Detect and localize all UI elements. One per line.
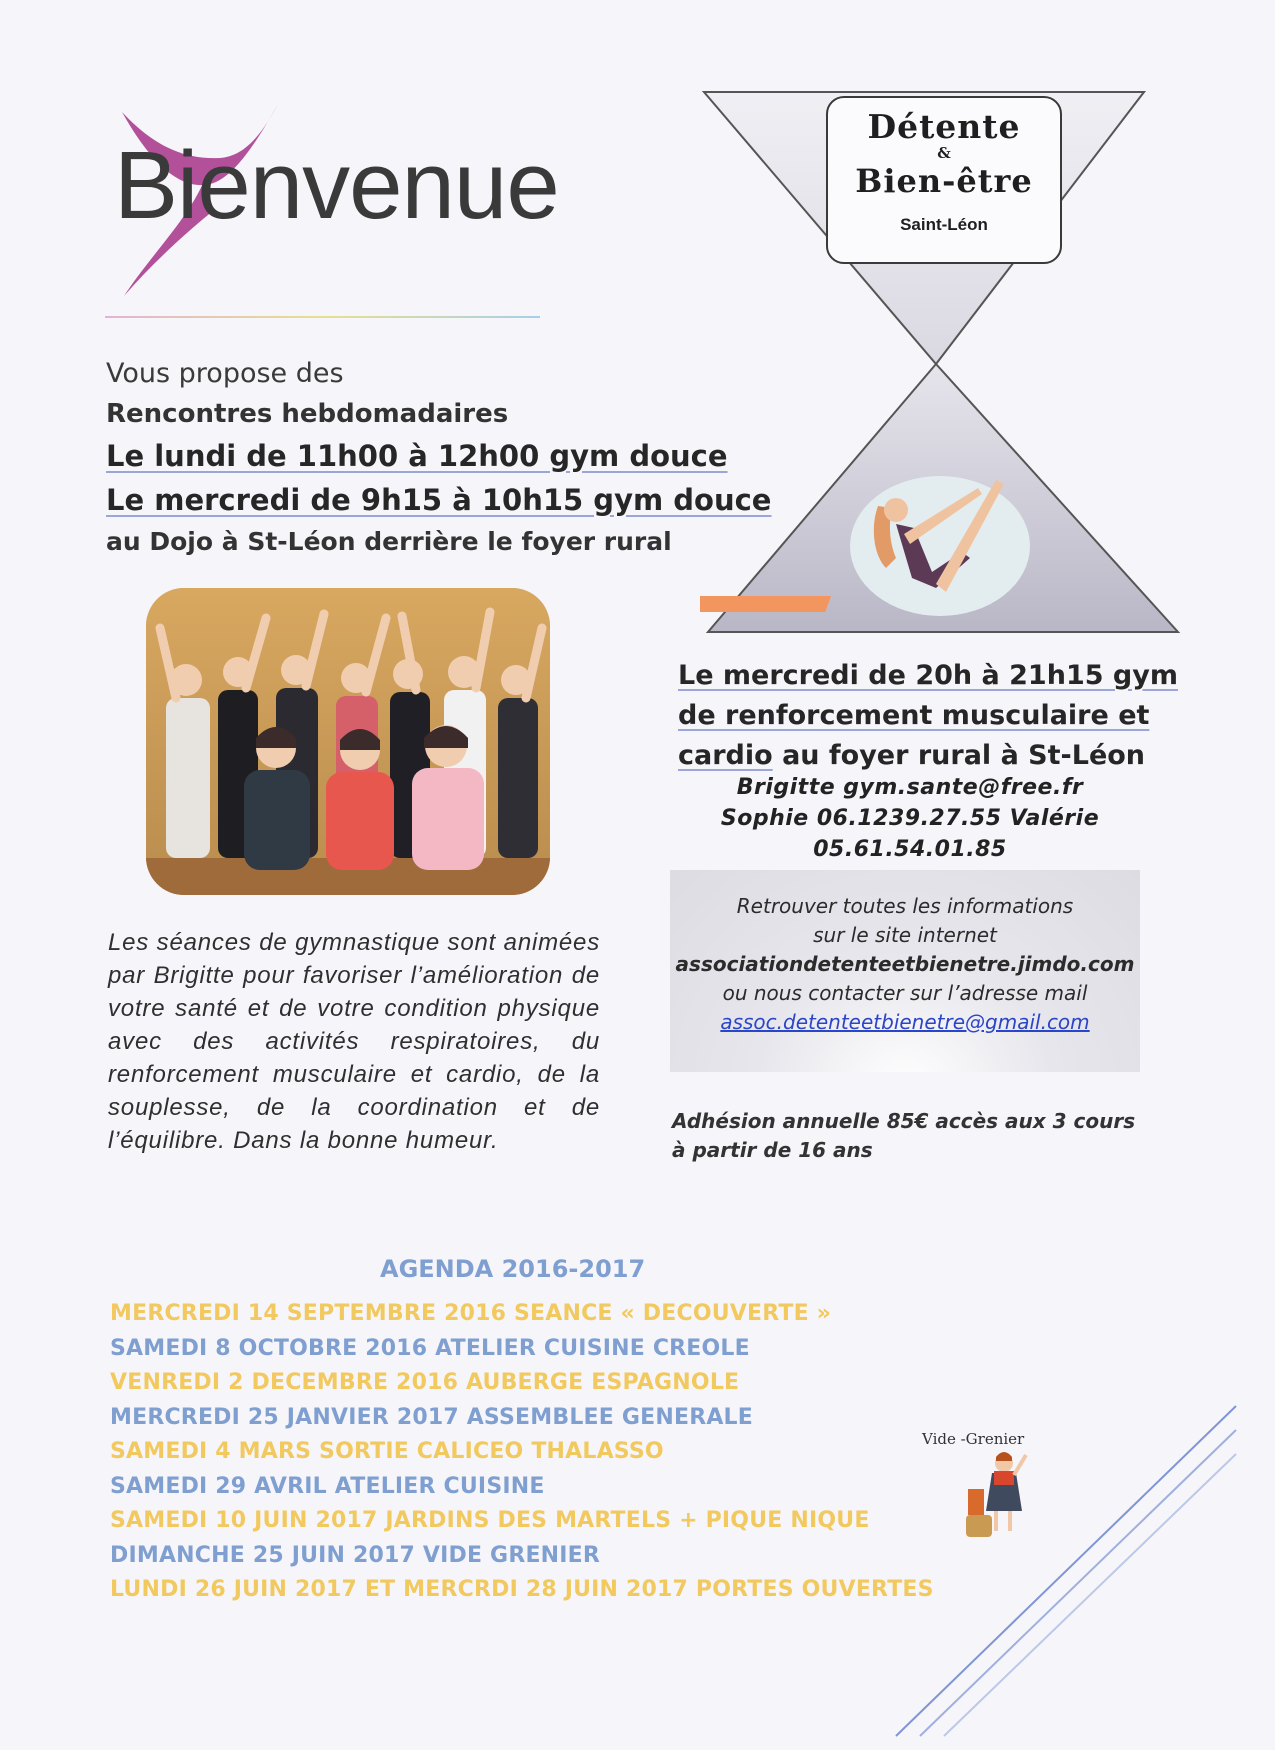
evening-line-2: de renforcement musculaire et (678, 700, 1150, 731)
contact-sophie-valerie: Sophie 06.1239.27.55 Valérie (720, 806, 1100, 831)
agenda-item: SAMEDI 29 AVRIL ATELIER CUISINE (110, 1473, 545, 1499)
brand-ampersand: & (937, 144, 951, 162)
schedule-wednesday-morning: Le mercredi de 9h15 à 10h15 gym douce (106, 483, 772, 517)
evening-class-section (678, 656, 1178, 776)
intro-title: Rencontres hebdomadaires (106, 399, 509, 429)
bienvenue-logo-text: Bienvenue (114, 132, 559, 239)
vide-grenier-label: Vide -Grenier (922, 1430, 1025, 1448)
membership-line-2: à partir de 16 ans (672, 1138, 873, 1162)
evening-line-1: Le mercredi de 20h à 21h15 gym (678, 660, 1178, 691)
intro-section (106, 354, 772, 562)
agenda-item: MERCREDI 14 SEPTEMBRE 2016 SEANCE « DECOUVERTE » (110, 1301, 832, 1326)
contact-brigitte: Brigitte gym.sante@free.fr (736, 775, 1084, 800)
contact-phone: 05.61.54.01.85 (813, 837, 1007, 862)
email-link[interactable]: assoc.detenteetbienetre@gmail.com (720, 1010, 1090, 1034)
group-photo (146, 588, 550, 895)
evening-line-3 (678, 736, 1178, 776)
agenda-item: SAMEDI 8 OCTOBRE 2016 ATELIER CUISINE CREOLE (110, 1335, 750, 1361)
agenda-item: LUNDI 26 JUIN 2017 ET MERCRDI 28 JUIN 2017 PORTES OUVERTES (110, 1577, 934, 1602)
agenda-title: AGENDA 2016-2017 (380, 1255, 646, 1283)
agenda-item: SAMEDI 10 JUIN 2017 JARDINS DES MARTELS + PIQUE NIQUE (110, 1508, 870, 1533)
agenda-list (110, 1297, 934, 1608)
info-line-1: Retrouver toutes les informations (736, 894, 1074, 918)
logo-divider (105, 316, 540, 318)
evening-line-3-rest: au foyer rural à St-Léon (772, 740, 1146, 771)
decorative-corner-lines (880, 1400, 1240, 1740)
intro-lead: Vous propose des (106, 358, 344, 389)
brand-title-bien-etre: Bien-être (855, 162, 1033, 200)
brand-title-detente: Détente (867, 107, 1021, 146)
membership-section (672, 1107, 1172, 1165)
membership-line-1: Adhésion annuelle 85€ accès aux 3 cours (672, 1109, 1136, 1133)
info-box (670, 870, 1140, 1072)
group-photo-illustration (146, 588, 550, 895)
agenda-item: VENREDI 2 DECEMBRE 2016 AUBERGE ESPAGNOLE (110, 1370, 740, 1395)
agenda-item: SAMEDI 4 MARS SORTIE CALICEO THALASSO (110, 1439, 664, 1464)
contacts-section (660, 772, 1160, 865)
yoga-mat (700, 596, 831, 612)
brand-logo-box (826, 96, 1062, 264)
info-line-4: ou nous contacter sur l’adresse mail (722, 981, 1088, 1005)
brand-place: Saint-Léon (900, 215, 988, 234)
info-line-2: sur le site internet (813, 923, 997, 947)
description-text: Les séances de gymnastique sont animées par Brigitte pour favoriser l’amélioration de votre santé et de votre condition physique avec des activités respiratoires, du renforcement musculaire et cardio, de la souplesse, de la coordination et de l’équilibre. Dans la bonne humeur. (108, 929, 600, 1154)
evening-line-3-underlined: cardio (678, 740, 773, 771)
schedule-monday: Le lundi de 11h00 à 12h00 gym douce (106, 439, 728, 473)
website-link[interactable]: associationdetenteetbienetre.jimdo.com (675, 952, 1135, 976)
agenda-item: MERCREDI 25 JANVIER 2017 ASSEMBLEE GENERALE (110, 1404, 754, 1430)
intro-location: au Dojo à St-Léon derrière le foyer rural (106, 527, 672, 556)
agenda-item: DIMANCHE 25 JUIN 2017 VIDE GRENIER (110, 1542, 601, 1568)
